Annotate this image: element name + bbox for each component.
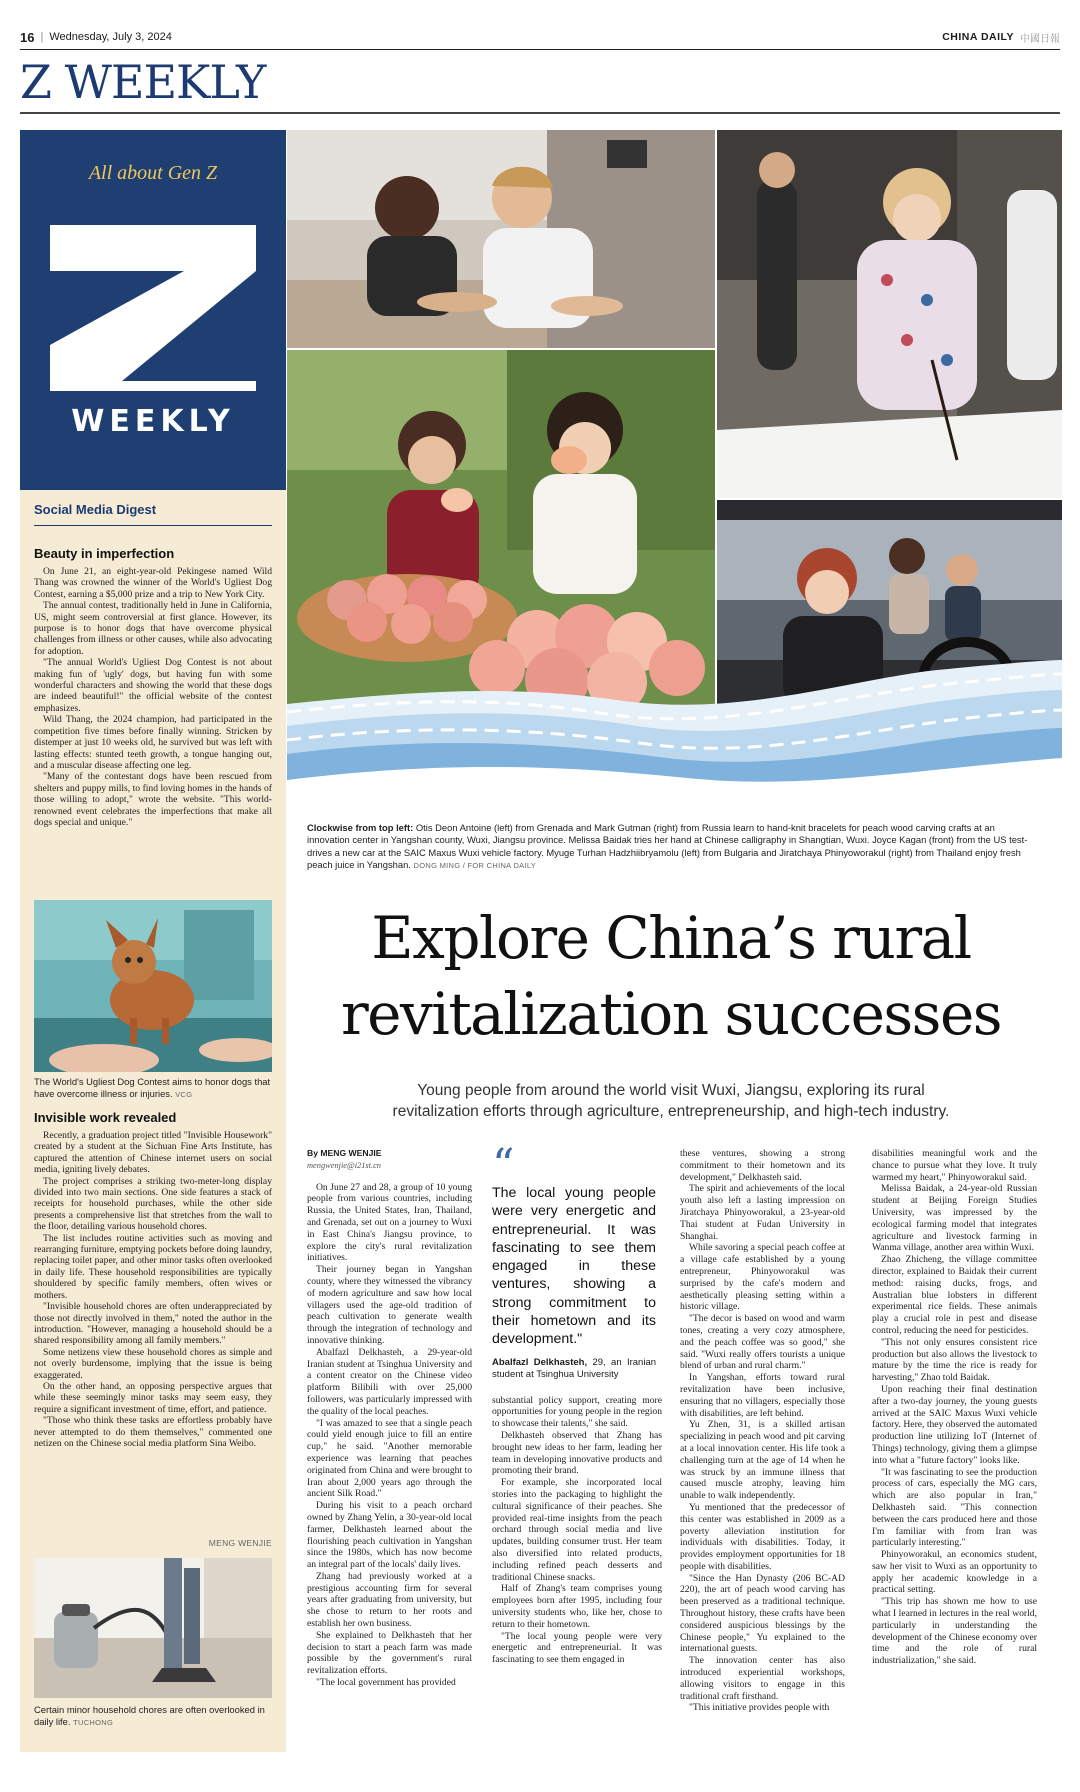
story1-heading: Beauty in imperfection <box>34 546 175 561</box>
photo-caption <box>307 822 1032 873</box>
story2-body <box>34 1130 272 1449</box>
photo-credit: DONG MING / FOR CHINA DAILY <box>413 861 537 871</box>
article-paragraph: For example, she incorporated local stories into the packaging to highlight the cultural significance of their peaches. She provided real-time insights from the peach orchard through social media and live updates, building consumer trust. Her team also diversified into related products, including refined peach desserts and traditional Chinese snacks. <box>492 1477 662 1583</box>
pull-quote-role: an Iranian student at Tsinghua University <box>492 1356 657 1380</box>
article-paragraph: "This not only ensures consistent rice production but also allows the livestock to mature by the time the rice is ready for harvesting," Zhao told Baidak. <box>872 1336 1037 1384</box>
article-paragraph: Melissa Baidak, a 24-year-old Russian student at Beijing Foreign Studies University, was impressed by the ecological farming model that integrates agriculture and livestock farming in Wanma village, another area within Wuxi. <box>872 1183 1037 1254</box>
caption-text: Certain minor household chores are often overlooked in daily life. <box>34 1704 265 1727</box>
article-paragraph: Abalfazl Delkhasteh, a 29-year-old Iranian student at Tsinghua University and a content creator on the Chinese video platform Bilibili with over 25,000 followers, was particularly impressed with the quality of the local peaches. <box>307 1346 472 1417</box>
story2-paragraph: Some netizens view these household chores as simple and not overly burdensome, implying that the issue is being exaggerated. <box>34 1346 272 1381</box>
masthead-rule <box>20 112 1060 114</box>
pull-quote-age: 29, <box>592 1356 606 1368</box>
article-paragraph: While savoring a special peach coffee at a village cafe established by a young entrepreneur, Phinyoworakul was surprised by the cafe's modern and aesthetically pleasing setting within a historic village. <box>680 1242 845 1313</box>
story2-paragraph: "Those who think these tasks are effortless probably have never attempted to do them themselves," commented one netizen on the Chinese social media platform Sina Weibo. <box>34 1415 272 1449</box>
pull-quote <box>492 1140 662 1381</box>
story2-author: MENG WENJIE <box>208 1538 272 1548</box>
article-paragraph: During his visit to a peach orchard owned by Zhang Yelin, a 30-year-old local farmer, Delkhasteh learned about the flourishing peach cultivation in Yangshan since the 1980s, which has now become an integral part of the locals' daily lives. <box>307 1500 472 1571</box>
article-paragraph: disabilities meaningful work and the chance to pursue what they love. It truly warmed my heart," Phinyoworakul said. <box>872 1148 1037 1183</box>
vacuum-photo <box>34 1558 272 1698</box>
calligraphy-photo <box>717 130 1062 498</box>
caption-lead: Clockwise from top left: <box>307 822 414 833</box>
tagline: All about Gen Z <box>88 162 218 184</box>
article-paragraph: "The decor is based on wood and warm tones, creating a very cozy atmosphere, and the peach coffee was so good," she said. "Wuxi really offers tourists a unique blend of urban and rural charm." <box>680 1313 845 1372</box>
article-paragraph: Yu Zhen, 31, is a skilled artisan specializing in peach wood and pit carving at a local innovation center. His life took a challenging turn at the age of 14 when he was struck by an immune illness that caused muscle atrophy, leaving him unable to walk independently. <box>680 1419 845 1502</box>
article-paragraph: On June 27 and 28, a group of 10 young people from various countries, including Russia, the United States, Iran, Thailand, and Grenada, set out on a journey to Wuxi in East China's Jiangsu province, to explore the city's rural revitalization initiatives. <box>307 1181 472 1264</box>
pull-quote-text: The local young people were very energetic and entrepreneurial. It was fascinating to see them engaged in these ventures, showing a strong commitment to their hometown and its development." <box>492 1185 656 1348</box>
subhead-line: Young people from around the world visit Wuxi, Jiangsu, exploring its rural <box>417 1082 925 1099</box>
author-email: mengwenjie@i21st.cn <box>307 1160 381 1170</box>
digest-title: Social Media Digest <box>34 502 157 517</box>
story1-paragraph: The annual contest, traditionally held in June in California, US, might seem controversial at first glance. However, its purpose is to honor dogs that have overcome physical challenges from illness or other causes, while also advocating for adoption. <box>34 600 272 657</box>
quote-mark-icon: “ <box>492 1140 515 1191</box>
z-weekly-logo-box <box>20 130 286 490</box>
story1-body <box>34 566 272 828</box>
photo-credit: TUCHONG <box>73 1717 114 1727</box>
logo-weekly-word: WEEKLY <box>71 404 235 439</box>
article-paragraph: Yu mentioned that the predecessor of this center was established in 2009 as a poverty alleviation institution for individuals with disabilities. Today, it provides employment opportunities for 18 people with disabilities. <box>680 1501 845 1572</box>
photo-credit: VCG <box>175 1089 193 1099</box>
story2-paragraph: Recently, a graduation project titled "Invisible Housework" created by a student at the Sichuan Fine Arts Institute, has captured the attention of Chinese internet users on social media, igniting lively debates. <box>34 1130 272 1176</box>
headline-line: revitalization successes <box>340 980 1002 1048</box>
article-column-2 <box>492 1140 662 1666</box>
column-2-text <box>492 1395 662 1666</box>
headline-line: Explore China’s rural <box>371 904 971 972</box>
z-logo-letter: Z <box>152 385 154 386</box>
article-headline <box>300 900 1042 1052</box>
subhead-line: revitalization efforts through agriculture, entrepreneurship, and high-tech industry. <box>392 1103 950 1120</box>
article-paragraph: Upon reaching their final destination after a two-day journey, the young guests arrived at the SAIC Maxus Wuxi vehicle factory. Here, they observed the automated production line utilizing IoT (Internet of Things) technology, giving them a glimpse into what a "future factory" looks like. <box>872 1383 1037 1466</box>
dog-photo-caption <box>34 1076 272 1100</box>
story2-paragraph: On the other hand, an opposing perspective argues that while these seemingly minor tasks may seem easy, they require a significant investment of time, effort, and patience. <box>34 1380 272 1415</box>
page-number: 16 <box>20 29 35 45</box>
article-paragraph: "The local young people were very energetic and entrepreneurial. It was fascinating to see them engaged in <box>492 1630 662 1666</box>
article-paragraph: "I was amazed to see that a single peach could yield enough juice to fill an entire cup," he said. "Another memorable experience was learning that peaches originated from China and were brought to Iran about 2,000 years ago through the ancient Silk Road." <box>307 1417 472 1500</box>
article-paragraph: "It was fascinating to see the production process of cars, especially the MG cars, which are also popular in Iran," Delkhasteh said. "This connection between the cars produced here and those I'm familiar with from Iran was particularly interesting." <box>872 1466 1037 1549</box>
byline: By MENG WENJIE <box>307 1148 382 1158</box>
article-paragraph: Zhang had previously worked at a prestigious accounting firm for several years after graduating from university, but she chose to return to her roots and establish her own business. <box>307 1570 472 1630</box>
article-paragraph: "This initiative provides people with <box>689 1702 830 1714</box>
caption-text: The World's Ugliest Dog Contest aims to honor dogs that have overcome illness or injuries. <box>34 1076 271 1099</box>
article-subhead <box>300 1080 1042 1122</box>
article-paragraph: these ventures, showing a strong commitment to their hometown and its development," Delkhasteh said. <box>680 1148 845 1183</box>
header-separator: | <box>40 31 44 43</box>
article-paragraph: The innovation center has also introduced experiential workshops, allowing visitors to engage in this traditional craft firsthand. <box>680 1655 845 1702</box>
article-paragraph: The spirit and achievements of the local youth also left a lasting impression on Jiratchaya Phinyoworakul, a 23-year-old Thai student at Fudan University in Shanghai. <box>680 1183 845 1242</box>
article-paragraph: "This trip has shown me how to use what I learned in lectures in the real world, particularly in understanding the development of the Chinese economy over time and the role of rural industrialization," she said. <box>872 1596 1037 1667</box>
article-paragraph: substantial policy support, creating more opportunities for young people in the region to showcase their talents," she said. <box>492 1394 662 1430</box>
article-paragraph: In Yangshan, efforts toward rural revitalization have been inclusive, ensuring that no villagers, especially those with disabilities, are left behind. <box>680 1372 845 1419</box>
sidebar <box>20 130 286 1752</box>
article-paragraph: "The local government has provided <box>316 1677 456 1689</box>
article-paragraph: Their journey began in Yangshan county, where they witnessed the vibrancy of modern agriculture and saw how local villagers used the age-old tradition of peach cultivation to generate wealth through the integration of technology and innovative thinking. <box>307 1264 472 1346</box>
page-header-bar <box>20 26 1060 48</box>
story1-paragraph: "Many of the contestant dogs have been rescued from shelters and puppy mills, to find loving homes in the hands of those willing to adopt," wrote the website. "This world-renowned event celebrates the imperfections that make all dogs special and unique." <box>34 771 272 828</box>
vacuum-photo-caption <box>34 1704 272 1728</box>
article-paragraph: She explained to Delkhasteh that her decision to start a peach farm was made possible by the government's rural revitalization efforts. <box>307 1629 472 1677</box>
article-paragraph: Zhao Zhicheng, the village committee director, explained to Baidak their current method: raising ducks, frogs, and Australian blue lobsters in different experimental rice fields. These animals play a crucial role in pest and disease control, reducing the need for pesticides. <box>872 1254 1037 1336</box>
story2-paragraph: The list includes routine activities such as moving and rearranging furniture, emptying pockets before doing laundry, replacing toilet paper, and other minor tasks often overlooked in daily life. These household responsibilities are typically shouldered by specific family members, often wives or mothers. <box>34 1232 272 1301</box>
digest-rule <box>34 525 272 526</box>
header-rule <box>20 49 1060 50</box>
story1-paragraph: On June 21, an eight-year-old Pekingese named Wild Thang was crowned the winner of the World's Ugliest Dog Contest, earning a $5,000 prize and a trip to New York City. <box>34 566 272 600</box>
article-paragraph: Half of Zhang's team comprises young employees born after 1995, including four university students who, like her, chose to return to their hometown. <box>492 1583 662 1630</box>
story2-paragraph: "Invisible household chores are often underappreciated by those not directly involved in them," noted the author in the introduction. "However, managing a household should be a shared responsibility among all family members." <box>34 1301 272 1347</box>
pull-quote-name: Abalfazl Delkhasteh, <box>492 1356 588 1368</box>
story2-paragraph: The project comprises a striking two-meter-long display divided into two main sections. One side features a stack of receipts for household purchases, while the other side presents a comprehensive list that stretches from the wall to the floor, detailing various household chores. <box>34 1175 272 1233</box>
publication-name-cn: 中國日報 <box>1020 33 1060 45</box>
pull-quote-attribution <box>492 1357 656 1381</box>
dog-photo <box>34 900 272 1072</box>
bracelet-photo <box>287 130 715 348</box>
caption-text: Otis Deon Antoine (left) from Grenada and Mark Gutman (right) from Russia learn to hand-knit bracelets for peach wood carving crafts at an innovation center in Yangshan county, Wuxi, Jiangsu province. Melissa Baidak tries her hand at Chinese calligraphy in Shangtian, Wuxi. Joyce Kagan (front) from the US test-drives a new car at the SAIC Maxus Wuxi vehicle factory. Myuge Turhan Hadzhiibryamolu (left) from Bulgaria and Jiratchaya Phinyoworakul (right) from Thailand enjoy fresh peach juice in Yangshan. <box>307 822 1028 871</box>
story1-paragraph: Wild Thang, the 2024 champion, had participated in the competition five times before finally winning. Stricken by distemper at just 10 weeks old, he survived but was left with lasting effects: stunted teeth growth, a tongue hanging out, and a muscular disease affecting one leg. <box>34 714 272 771</box>
story2-heading: Invisible work revealed <box>34 1110 177 1125</box>
article-column-4 <box>872 1148 1037 1667</box>
wave-decoration <box>287 640 1062 790</box>
story1-paragraph: "The annual World's Ugliest Dog Contest is not about making fun of 'ugly' dogs, but having fun with some wonderful characters and showing the world that these dogs are indeed beautiful!" the official website of the contest emphasizes. <box>34 657 272 714</box>
article-paragraph: Phinyoworakul, an economics student, saw her visit to Wuxi as an opportunity to apply her academic knowledge in a practical setting. <box>872 1549 1037 1596</box>
article-column-1 <box>307 1148 472 1689</box>
article-paragraph: Delkhasteh observed that Zhang has brought new ideas to her farm, leading her team in developing innovative products and promoting their brand. <box>492 1430 662 1477</box>
article-paragraph: "Since the Han Dynasty (206 BC-AD 220), the art of peach wood carving has been preserved as a traditional technique. Throughout history, these crafts have been considered auspicious blessings by the Chinese people," Yu explained to the international guests. <box>680 1572 845 1655</box>
article-column-3 <box>680 1148 845 1714</box>
issue-date: Wednesday, July 3, 2024 <box>49 31 172 43</box>
publication-name: CHINA DAILY <box>942 31 1014 43</box>
section-masthead: Z WEEKLY <box>20 55 266 109</box>
